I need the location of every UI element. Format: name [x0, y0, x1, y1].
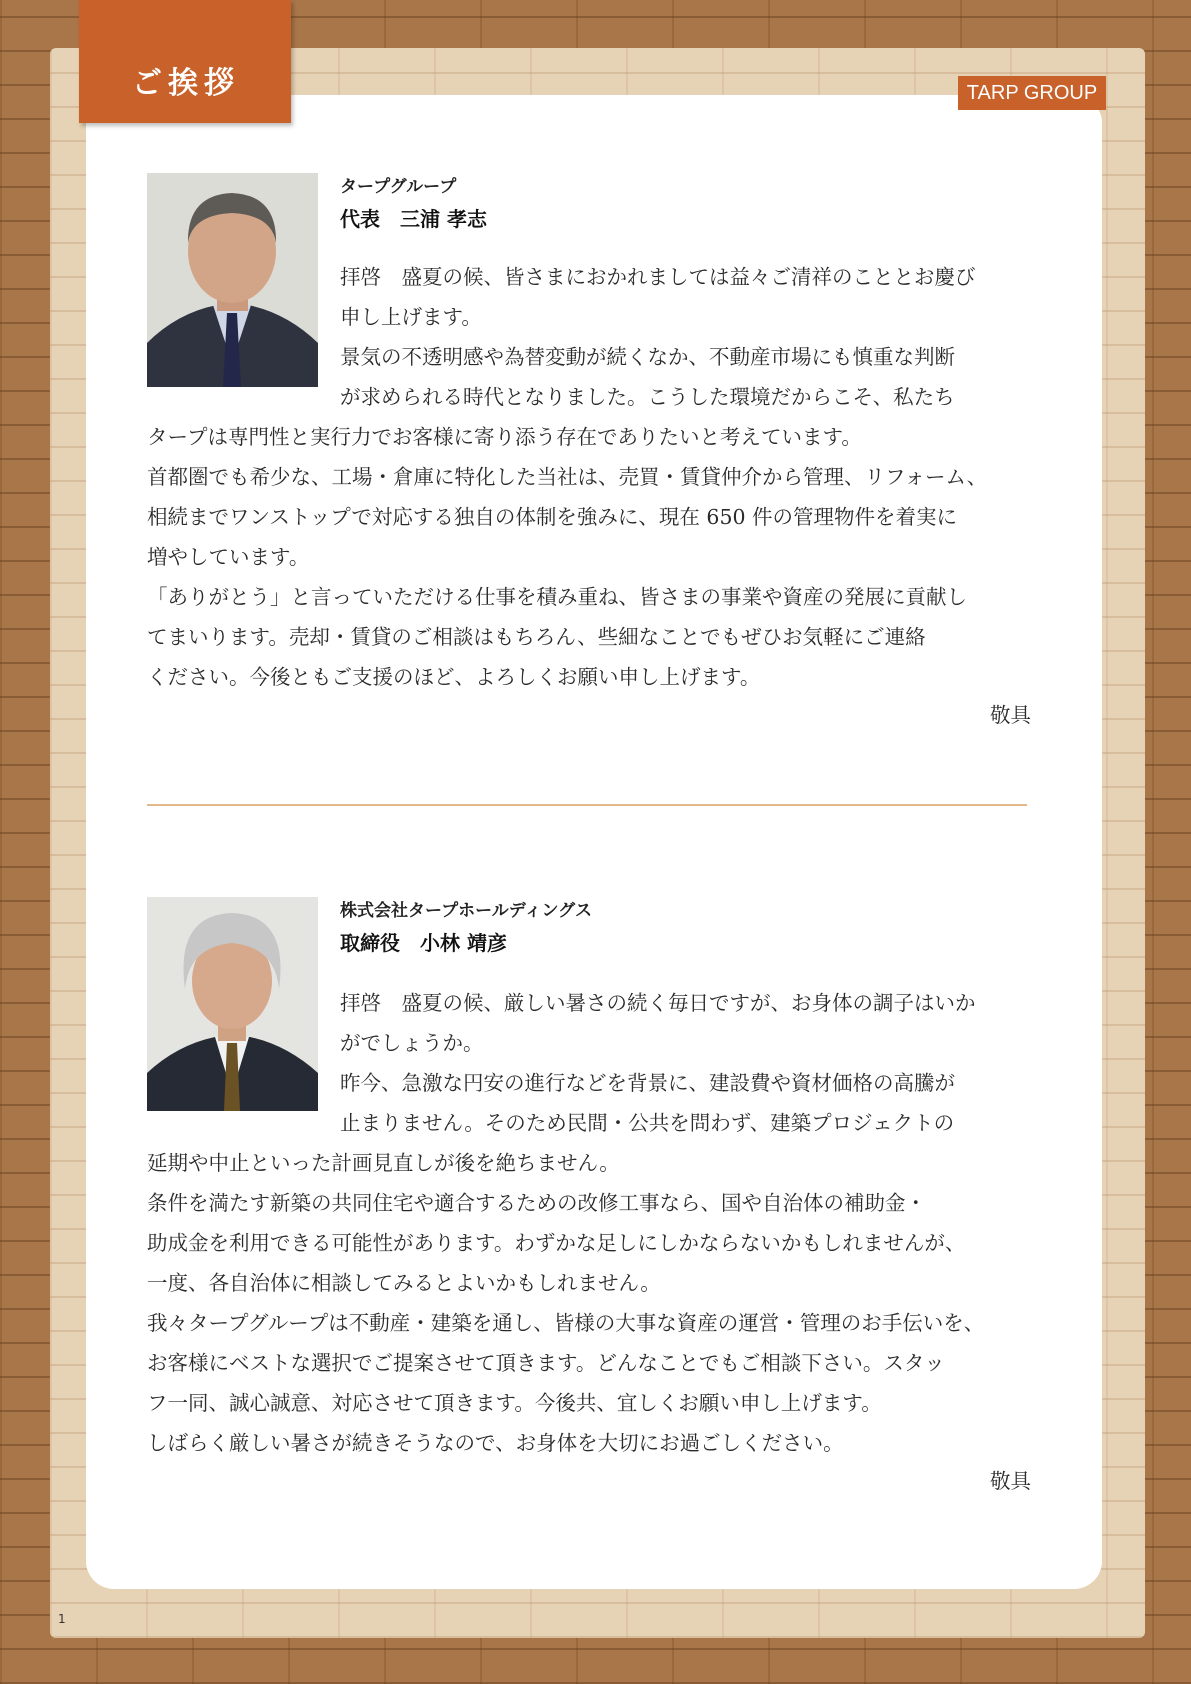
closing-word: 敬具	[990, 703, 1031, 727]
message-line: 「ありがとう」と言っていただける仕事を積み重ね、皆さまの事業や資産の発展に貢献し	[147, 585, 967, 609]
message-line: 景気の不透明感や為替変動が続くなか、不動産市場にも慎重な判断	[340, 345, 955, 369]
section-title-tab	[79, 0, 291, 123]
message-line: しばらく厳しい暑さが続きそうなので、お身体を大切にお過ごしください。	[147, 1431, 844, 1455]
section-title: ご挨拶	[132, 66, 240, 101]
message-line: 拝啓 盛夏の候、厳しい暑さの続く毎日ですが、お身体の調子はいか	[340, 991, 976, 1015]
message-line: 条件を満たす新築の共同住宅や適合するための改修工事なら、国や自治体の補助金・	[147, 1191, 926, 1215]
page-number: 1	[58, 1612, 66, 1626]
representative-portrait-photo	[147, 173, 318, 387]
message-line: てまいります。売却・賃貸のご相談はもちろん、些細なことでもぜひお気軽にご連絡	[147, 625, 926, 649]
director-name: 取締役 小林 靖彦	[340, 931, 507, 955]
message-line: ください。今後ともご支援のほど、よろしくお願い申し上げます。	[147, 665, 761, 689]
representative-name: 代表 三浦 孝志	[340, 207, 487, 231]
director-portrait-photo	[147, 897, 318, 1111]
group-badge: TARP GROUP	[958, 76, 1106, 110]
message-line: 助成金を利用できる可能性があります。わずかな足しにしかならないかもしれませんが、	[147, 1231, 966, 1255]
message-line: 延期や中止といった計画見直しが後を絶ちません。	[147, 1151, 620, 1175]
closing-word: 敬具	[990, 1469, 1031, 1493]
message-line: 止まりません。そのため民間・公共を問わず、建築プロジェクトの	[340, 1111, 955, 1135]
section-divider	[147, 804, 1027, 806]
company-name: タープグループ	[340, 177, 457, 197]
message-line: タープは専門性と実行力でお客様に寄り添う存在でありたいと考えています。	[147, 425, 862, 449]
message-line: 昨今、急激な円安の進行などを背景に、建設費や資材価格の高騰が	[340, 1071, 955, 1095]
message-line: が求められる時代となりました。こうした環境だからこそ、私たち	[340, 385, 955, 409]
message-line: 一度、各自治体に相談してみるとよいかもしれません。	[147, 1271, 661, 1295]
company-name: 株式会社タープホールディングス	[340, 901, 592, 921]
message-line: 我々タープグループは不動産・建築を通し、皆様の大事な資産の運営・管理のお手伝いを、	[147, 1311, 985, 1335]
message-line: お客様にベストな選択でご提案させて頂きます。どんなことでもご相談下さい。スタッ	[147, 1351, 945, 1375]
message-line: 首都圏でも希少な、工場・倉庫に特化した当社は、売買・賃貸仲介から管理、リフォーム、	[147, 465, 988, 489]
message-line: 増やしています。	[147, 545, 310, 569]
message-line: 拝啓 盛夏の候、皆さまにおかれましては益々ご清祥のこととお慶び	[340, 265, 976, 289]
message-line: 申し上げます。	[340, 305, 482, 329]
message-line: がでしょうか。	[340, 1031, 484, 1055]
message-line: フ一同、誠心誠意、対応させて頂きます。今後共、宜しくお願い申し上げます。	[147, 1391, 882, 1415]
message-line: 相続までワンストップで対応する独自の体制を強みに、現在 650 件の管理物件を着実に	[147, 505, 958, 529]
